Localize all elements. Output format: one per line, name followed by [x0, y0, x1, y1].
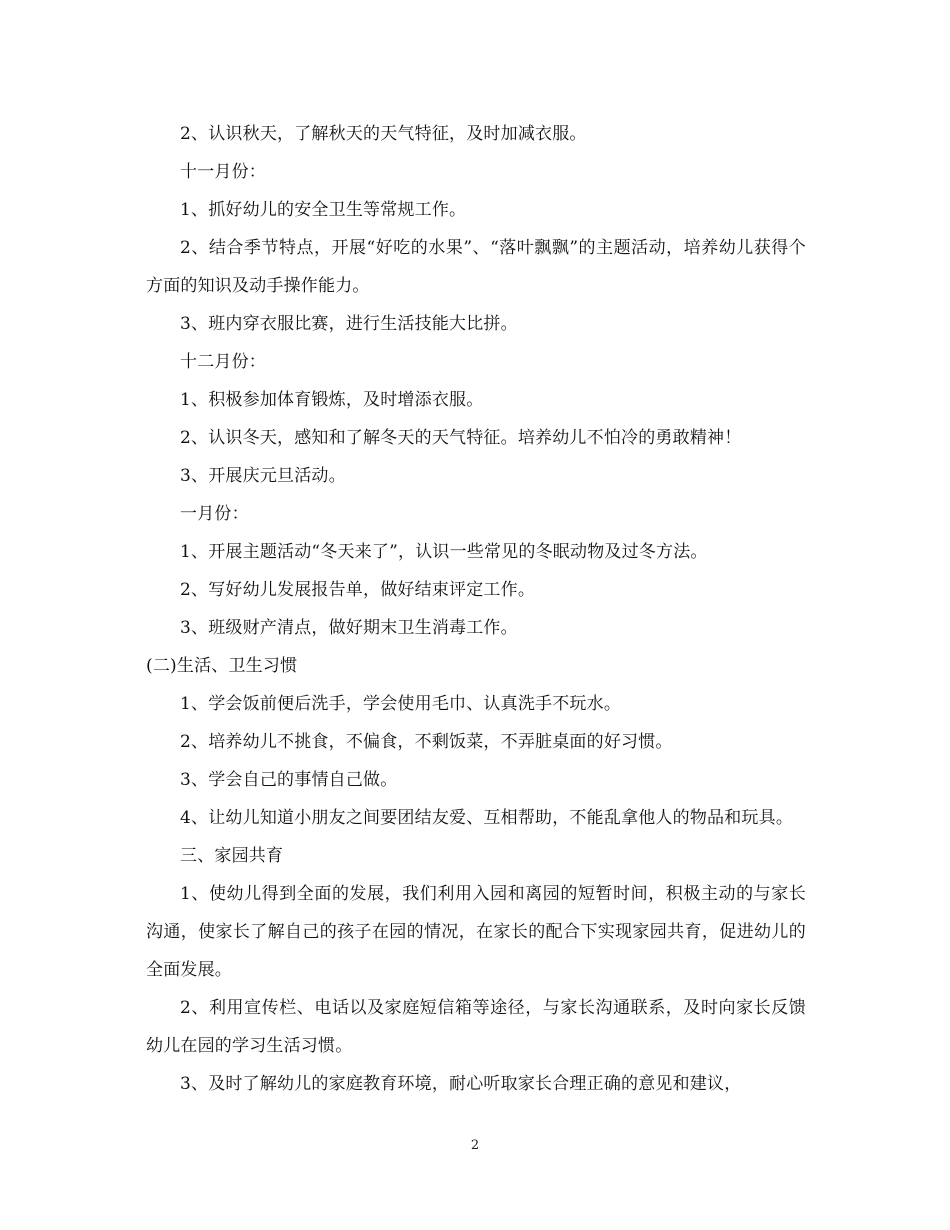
paragraph: 3、及时了解幼儿的家庭教育环境，耐心听取家长合理正确的意见和建议， — [180, 1074, 742, 1094]
paragraph: 3、班内穿衣服比赛，进行生活技能大比拼。 — [180, 314, 518, 334]
section-heading: 三、家园共育 — [180, 846, 284, 866]
month-heading: 一月份： — [180, 504, 249, 524]
paragraph: 1、学会饭前便后洗手，学会使用毛巾、认真洗手不玩水。 — [180, 694, 622, 714]
paragraph: 1、积极参加体育锻炼，及时增添衣服。 — [180, 390, 484, 410]
paragraph: 2、培养幼儿不挑食，不偏食，不剩饭菜，不弄脏桌面的好习惯。 — [180, 732, 673, 752]
section-heading: (二)生活、卫生习惯 — [146, 656, 298, 676]
month-heading: 十二月份： — [180, 352, 266, 372]
paragraph: 2、结合季节特点，开展“好吃的水果”、“落叶飘飘”的主题活动，培养幼儿获得个方面的知识及动手操作能力。 — [146, 238, 806, 296]
paragraph: 2、利用宣传栏、电话以及家庭短信箱等途径，与家长沟通联系，及时向家长反馈幼儿在园的学习生活习惯。 — [146, 998, 806, 1056]
paragraph: 3、开展庆元旦活动。 — [180, 466, 346, 486]
paragraph: 1、开展主题活动“冬天来了”，认识一些常见的冬眠动物及过冬方法。 — [180, 542, 708, 562]
document-body — [146, 115, 806, 1103]
page-number: 2 — [470, 1138, 480, 1153]
paragraph: 1、使幼儿得到全面的发展，我们利用入园和离园的短暂时间，积极主动的与家长沟通，使家长了解自己的孩子在园的情况，在家长的配合下实现家园共育，促进幼儿的全面发展。 — [146, 884, 806, 980]
paragraph: 2、认识冬天，感知和了解冬天的天气特征。培养幼儿不怕冷的勇敢精神！ — [180, 428, 742, 448]
paragraph: 4、让幼儿知道小朋友之间要团结友爱、互相帮助，不能乱拿他人的物品和玩具。 — [180, 808, 794, 828]
paragraph: 3、学会自己的事情自己做。 — [180, 770, 398, 790]
paragraph: 3、班级财产清点，做好期末卫生消毒工作。 — [180, 618, 518, 638]
paragraph: 2、写好幼儿发展报告单，做好结束评定工作。 — [180, 580, 536, 600]
paragraph: 2、认识秋天，了解秋天的天气特征，及时加减衣服。 — [180, 124, 587, 144]
paragraph: 1、抓好幼儿的安全卫生等常规工作。 — [180, 200, 467, 220]
month-heading: 十一月份： — [180, 162, 266, 182]
